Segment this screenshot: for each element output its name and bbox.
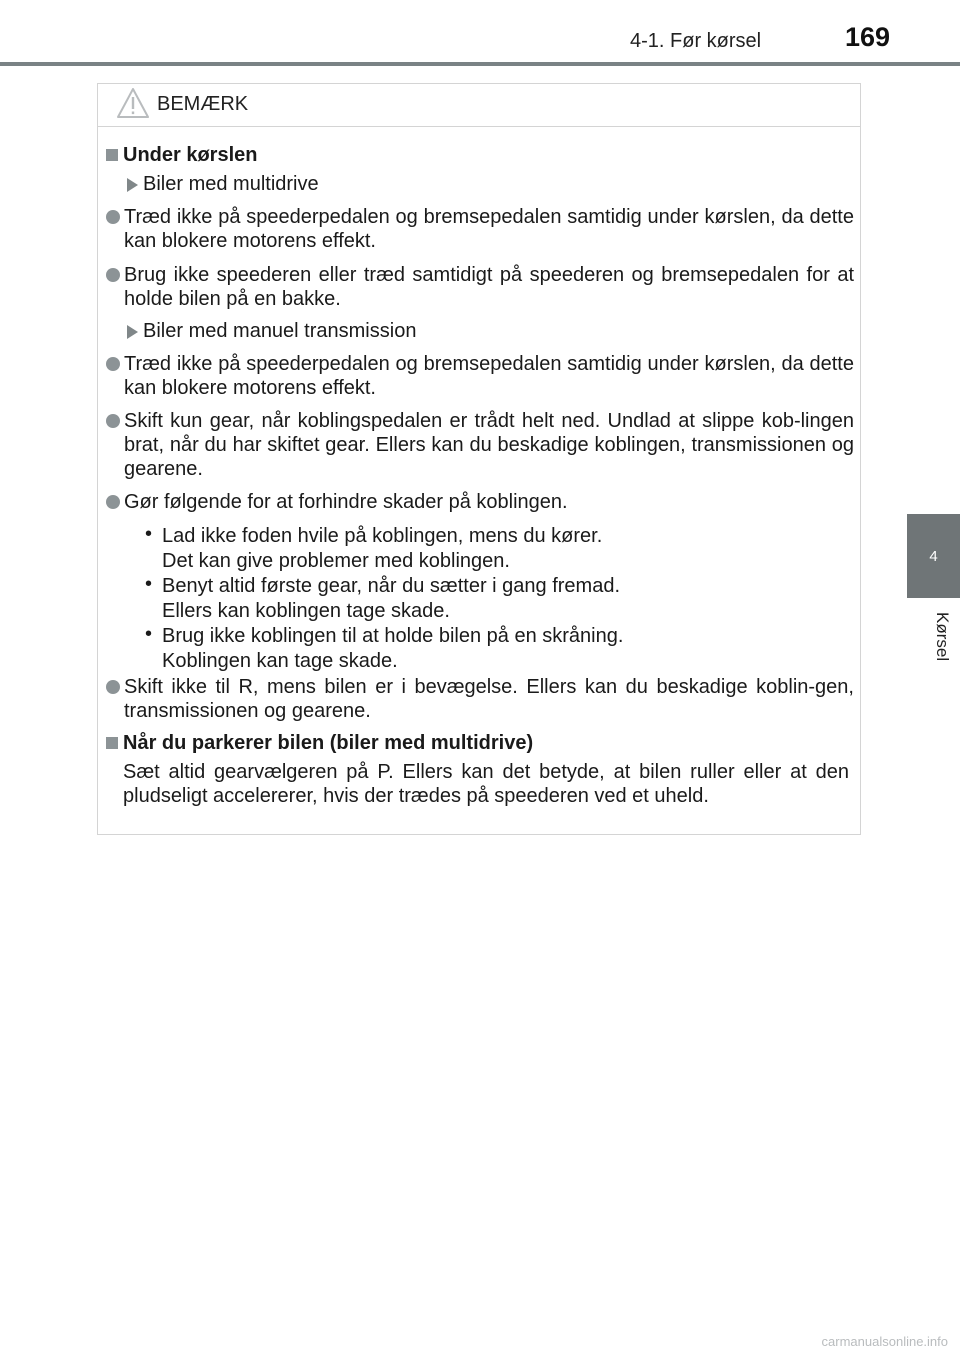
circle-bullet-icon <box>106 495 120 509</box>
list-item: Træd ikke på speederpedalen og bremsepedalen samtidig under kørslen, da dette kan blokere motorens effekt. <box>124 353 854 399</box>
group-label-multidrive: Biler med multidrive <box>143 173 319 195</box>
sub-item-line: Koblingen kan tage skade. <box>162 650 398 672</box>
circle-bullet-icon <box>106 357 120 371</box>
parking-paragraph: Sæt altid gearvælgeren på P. Ellers kan det betyde, at bilen ruller eller at den pludseligt accelererer, hvis der trædes på speederen ved et uheld. <box>123 761 849 807</box>
chapter-tab <box>907 514 960 598</box>
sub-item-line: Ellers kan koblingen tage skade. <box>162 600 450 622</box>
warning-triangle-icon <box>116 87 150 124</box>
circle-bullet-icon <box>106 268 120 282</box>
sub-bullet-dot: • <box>145 523 153 545</box>
chapter-number: 4 <box>929 547 938 565</box>
list-item: Skift kun gear, når koblingspedalen er trådt helt ned. Undlad at slippe kob-lingen brat, når du har skiftet gear. Ellers kan du beskadige koblingen, transmissionen og gearene. <box>124 410 854 480</box>
sub-bullet-dot: • <box>145 623 153 645</box>
section-heading-under-driving: Under kørslen <box>123 144 258 166</box>
watermark: carmanualsonline.info <box>821 1334 948 1349</box>
chapter-label: Kørsel <box>933 612 952 662</box>
header-section-title: 4-1. Før kørsel <box>630 30 762 52</box>
circle-bullet-icon <box>106 210 120 224</box>
list-item: Træd ikke på speederpedalen og bremsepedalen samtidig under kørslen, da dette kan blokere motorens effekt. <box>124 206 854 252</box>
sub-item-line: Det kan give problemer med koblingen. <box>162 550 510 572</box>
sub-item-line: Lad ikke foden hvile på koblingen, mens du kører. <box>162 525 603 547</box>
notice-box <box>97 83 861 835</box>
arrow-right-icon <box>127 178 138 192</box>
list-item: Brug ikke speederen eller træd samtidigt på speederen og bremsepedalen for at holde bilen på en bakke. <box>124 264 854 310</box>
list-item: Skift ikke til R, mens bilen er i bevægelse. Ellers kan du beskadige koblin-gen, transmissionen og gearene. <box>124 676 854 722</box>
sub-item-line: Benyt altid første gear, når du sætter i gang fremad. <box>162 575 621 597</box>
square-bullet-icon <box>106 737 118 749</box>
header-rule <box>0 62 960 66</box>
circle-bullet-icon <box>106 414 120 428</box>
arrow-right-icon <box>127 325 138 339</box>
notice-header <box>98 84 860 127</box>
sub-item-line: Brug ikke koblingen til at holde bilen på en skråning. <box>162 625 624 647</box>
circle-bullet-icon <box>106 680 120 694</box>
notice-title: BEMÆRK <box>157 93 249 115</box>
sub-bullet-dot: • <box>145 573 153 595</box>
list-item: Gør følgende for at forhindre skader på koblingen. <box>124 491 568 513</box>
group-label-manual: Biler med manuel transmission <box>143 320 417 342</box>
page-number: 169 <box>845 22 891 52</box>
section-heading-parking: Når du parkerer bilen (biler med multidrive) <box>123 732 534 754</box>
square-bullet-icon <box>106 149 118 161</box>
